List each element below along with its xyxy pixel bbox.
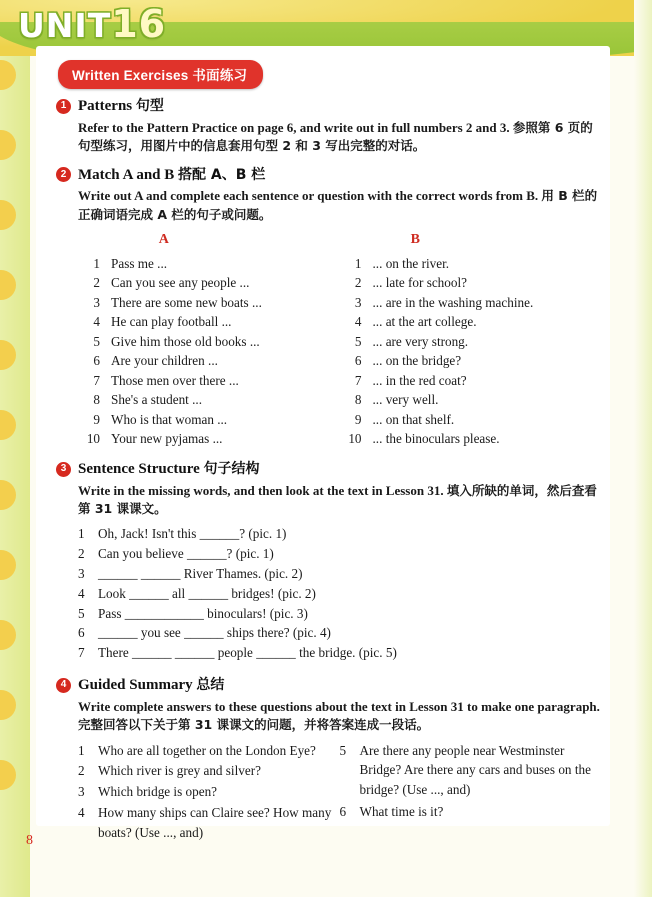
unit-label: UNIT (18, 6, 112, 45)
list-item (78, 584, 601, 604)
list-item (78, 429, 340, 449)
item-index: 6 (93, 353, 100, 369)
item-index: 2 (78, 763, 85, 779)
item-index: 3 (93, 294, 100, 310)
item-text: How many ships can Claire see? How many boats? (Use ..., and) (98, 804, 332, 840)
exercises-container (56, 96, 601, 853)
item-text: ... on the bridge? (372, 353, 462, 369)
item-text: ... the binoculars please. (372, 431, 500, 447)
match-column-b (340, 230, 602, 449)
exercise-title-en: Match A and B (78, 166, 175, 183)
list-item (340, 390, 602, 410)
item-index: 9 (354, 411, 362, 427)
item-index: 4 (93, 314, 100, 330)
item-index: 3 (78, 784, 85, 800)
item-text: There ______ ______ people ______ the bridge. (pic. 5) (98, 645, 397, 661)
item-text: Who are all together on the London Eye? (98, 742, 316, 758)
item-index: 10 (86, 431, 100, 447)
instruction-cn: 用 B 栏的正确词语完成 A 栏的句子或问题。 (78, 188, 598, 222)
left-scallop-dots (0, 20, 24, 880)
right-page-edge (634, 0, 652, 897)
exercise-title-en: Patterns (78, 98, 133, 114)
item-index: 5 (78, 605, 85, 621)
list-item (340, 371, 602, 391)
item-text: Pass ____________ binoculars! (pic. 3) (98, 605, 308, 621)
list-item (340, 332, 602, 352)
list-item (340, 254, 602, 274)
section-header-badge (58, 60, 263, 89)
exercise-title-cn: 总结 (196, 676, 225, 693)
list-item (340, 410, 602, 430)
exercise-4-heading (56, 675, 601, 696)
exercise-title (78, 459, 260, 480)
item-text: Who is that woman ... (111, 411, 228, 427)
item-text: Your new pyjamas ... (111, 431, 223, 447)
item-index: 10 (348, 431, 362, 447)
item-index: 7 (354, 372, 362, 388)
list-item (340, 802, 602, 822)
item-text: ... very well. (372, 392, 439, 408)
exercise-1-heading (56, 96, 601, 117)
item-index: 5 (93, 333, 100, 349)
list-item (78, 351, 340, 371)
list-item (78, 332, 340, 352)
column-a-label: A (158, 232, 169, 248)
item-text: She's a student ... (111, 392, 203, 408)
exercise-title (78, 675, 224, 696)
exercise-number-badge: 2 (56, 167, 71, 182)
exercise-2-instruction (78, 187, 601, 224)
list-item (340, 351, 602, 371)
instruction-en: Write out A and complete each sentence or question with the correct words from B. (78, 188, 539, 204)
instruction-cn: 填入所缺的单词，然后查看第 31 课课文。 (78, 482, 597, 516)
item-index: 3 (354, 294, 362, 310)
match-columns (78, 230, 601, 449)
list-item (78, 741, 340, 761)
exercise-title-en: Sentence Structure (78, 460, 200, 477)
list-item (78, 544, 601, 564)
guided-summary-left-column (78, 741, 340, 844)
exercise-title-cn: 句型 (135, 98, 164, 114)
item-index: 7 (78, 645, 85, 661)
list-item (78, 390, 340, 410)
item-text: ... in the red coat? (372, 372, 467, 388)
unit-title (18, 2, 166, 46)
exercise-title (78, 165, 265, 186)
exercise-1-instruction (78, 119, 601, 156)
item-index: 6 (339, 803, 347, 819)
item-index: 1 (78, 526, 85, 542)
match-column-a (78, 230, 340, 449)
list-item (78, 782, 340, 802)
instruction-cn: 完整回答以下关于第 31 课课文的问题，并将答案连成一段话。 (78, 717, 430, 733)
exercise-1 (56, 96, 601, 156)
list-item (340, 741, 602, 800)
exercise-title-en: Guided Summary (78, 676, 193, 693)
exercise-number-badge: 4 (56, 678, 71, 693)
list-item (340, 312, 602, 332)
exercise-title-cn: 搭配 A、B 栏 (178, 166, 266, 183)
item-index: 5 (339, 742, 347, 758)
item-text: Pass me ... (111, 255, 168, 271)
list-item (78, 564, 601, 584)
item-index: 4 (78, 585, 85, 601)
exercise-4-items (78, 741, 601, 844)
item-index: 2 (354, 275, 362, 291)
exercise-3-heading (56, 459, 601, 480)
exercise-3-instruction (78, 482, 601, 519)
list-item (78, 371, 340, 391)
item-text: Can you believe ______? (pic. 1) (98, 546, 274, 562)
list-item (340, 273, 602, 293)
unit-number: 16 (111, 2, 167, 46)
exercise-3-items (78, 524, 601, 663)
item-text: He can play football ... (111, 314, 232, 330)
exercise-number-badge: 1 (56, 99, 71, 114)
section-header-en: Written Exercises (72, 68, 189, 83)
item-index: 6 (354, 353, 362, 369)
item-index: 8 (354, 392, 362, 408)
list-item (340, 293, 602, 313)
instruction-en: Write in the missing words, and then look at the text in Lesson 31. (78, 482, 444, 498)
item-text: ... at the art college. (372, 314, 477, 330)
item-text: What time is it? (359, 803, 444, 819)
item-index: 3 (78, 566, 85, 581)
exercise-3 (56, 459, 601, 663)
exercise-title-cn: 句子结构 (203, 460, 260, 477)
item-index: 6 (78, 625, 85, 641)
instruction-en: Refer to the Pattern Practice on page 6, and write out in full numbers 2 and 3. (78, 119, 510, 135)
list-item (78, 604, 601, 624)
page-number: 8 (26, 833, 33, 848)
list-item (78, 761, 340, 781)
item-text: ______ you see ______ ships there? (pic. 4) (98, 625, 331, 641)
exercise-4 (56, 675, 601, 844)
item-text: Give him those old books ... (111, 333, 260, 349)
item-index: 9 (93, 411, 100, 427)
exercise-2-heading (56, 165, 601, 186)
item-text: ______ ______ River Thames. (pic. 2) (98, 566, 303, 581)
list-item (78, 293, 340, 313)
list-item (78, 273, 340, 293)
exercise-2 (56, 165, 601, 449)
list-item (78, 254, 340, 274)
item-index: 1 (93, 255, 100, 271)
item-index: 2 (78, 546, 85, 562)
list-item (78, 410, 340, 430)
item-text: Those men over there ... (111, 372, 239, 388)
item-index: 7 (93, 372, 100, 388)
item-text: Are there any people near Westminster Bridge? Are there any cars and buses on the bridge? (Use ..., and) (359, 742, 591, 798)
item-index: 1 (78, 742, 85, 758)
item-text: ... late for school? (372, 275, 467, 291)
instruction-cn: 参照第 6 页的句型练习，用图片中的信息套用句型 2 和 3 写出完整的对话。 (78, 119, 593, 154)
item-text: ... are in the washing machine. (372, 294, 534, 310)
section-header-cn: 书面练习 (192, 68, 248, 84)
item-index: 1 (354, 255, 362, 271)
item-index: 4 (354, 314, 362, 330)
item-text: ... on that shelf. (372, 411, 455, 427)
item-index: 8 (93, 392, 100, 408)
list-item (78, 524, 601, 544)
item-text: ... on the river. (372, 255, 450, 271)
item-text: Which river is grey and silver? (98, 763, 261, 779)
exercise-4-instruction (78, 698, 601, 735)
item-index: 2 (93, 275, 100, 291)
column-b-label: B (410, 232, 420, 248)
item-text: Can you see any people ... (111, 275, 250, 291)
list-item (78, 803, 340, 843)
item-text: Oh, Jack! Isn't this ______? (pic. 1) (98, 526, 287, 542)
list-item (78, 623, 601, 643)
item-text: Look ______ all ______ bridges! (pic. 2) (98, 585, 316, 601)
item-index: 4 (78, 804, 85, 820)
item-text: Which bridge is open? (98, 784, 218, 800)
exercise-title (78, 96, 164, 117)
item-text: Are your children ... (111, 353, 218, 369)
item-text: ... are very strong. (372, 333, 469, 349)
list-item (78, 643, 601, 663)
item-text: There are some new boats ... (111, 294, 262, 310)
list-item (78, 312, 340, 332)
list-item (340, 429, 602, 449)
instruction-en: Write complete answers to these questions about the text in Lesson 31 to make one paragraph. (78, 698, 600, 714)
item-index: 5 (354, 333, 362, 349)
exercise-number-badge: 3 (56, 462, 71, 477)
guided-summary-right-column (340, 741, 602, 844)
